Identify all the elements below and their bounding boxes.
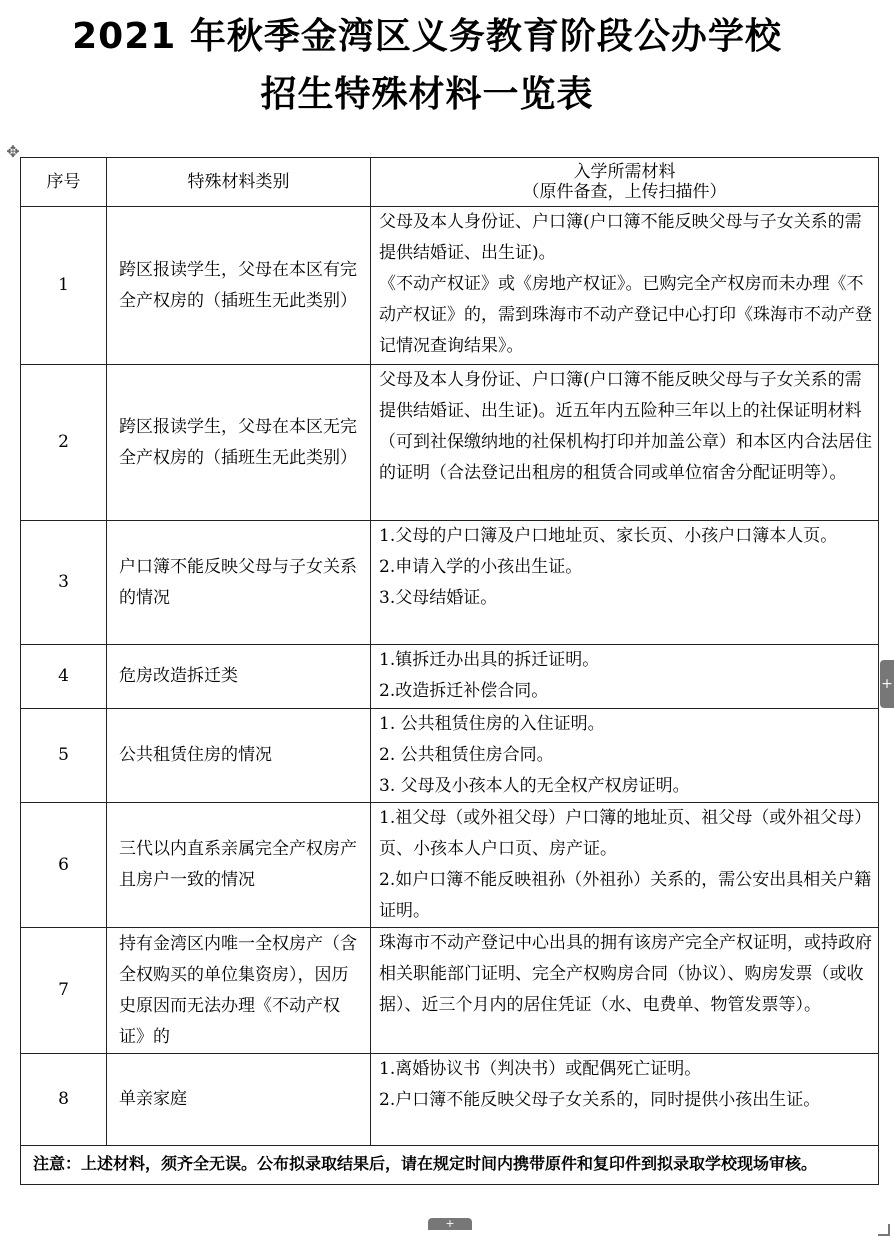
row-number: 6	[21, 803, 107, 928]
row-number: 1	[21, 207, 107, 365]
material-item: 1.祖父母（或外祖父母）户口簿的地址页、祖父母（或外祖父母）页、小孩本人户口页、房产证。	[379, 808, 872, 859]
table-row	[21, 207, 879, 365]
table-row	[21, 709, 879, 803]
row-materials	[371, 803, 879, 928]
table-row	[21, 645, 879, 709]
material-item: 3.父母结婚证。	[379, 588, 498, 608]
note-text: 注意：上述材料，须齐全无误。公布拟录取结果后，请在规定时间内携带原件和复印件到拟录取学校现场审核。	[21, 1146, 879, 1185]
material-item: 1.父母的户口簿及户口地址页、家长页、小孩户口簿本人页。	[379, 526, 838, 546]
material-item: 《不动产权证》或《房地产权证》。已购完全产权房而未办理《不动产权证》的，需到珠海市不动产登记中心打印《珠海市不动产登记情况查询结果》。	[379, 274, 872, 356]
header-materials	[371, 158, 879, 207]
material-item: 1.镇拆迁办出具的拆迁证明。	[379, 650, 600, 670]
table-row	[21, 803, 879, 928]
material-item: 2.如户口簿不能反映祖孙（外祖孙）关系的，需公安出具相关户籍证明。	[379, 870, 872, 921]
row-materials	[371, 1054, 879, 1146]
material-item: 2.改造拆迁补偿合同。	[379, 681, 549, 701]
row-category: 单亲家庭	[107, 1054, 371, 1146]
header-materials-title: 入学所需材料	[573, 162, 676, 182]
material-item: 父母及本人身份证、户口簿(户口簿不能反映父母与子女关系的需提供结婚证、出生证)。近五年内五险种三年以上的社保证明材料（可到社保缴纳地的社保机构打印并加盖公章）和本区内合法居住的证明（合法登记出租房的租赁合同或单位宿舍分配证明等）。	[379, 370, 872, 483]
materials-table	[20, 157, 879, 1185]
material-item: 3. 父母及小孩本人的无全权产权房证明。	[379, 776, 690, 796]
material-item: 2.申请入学的小孩出生证。	[379, 557, 583, 577]
row-number: 7	[21, 928, 107, 1054]
row-number: 2	[21, 365, 107, 521]
table-row	[21, 928, 879, 1054]
note-row	[21, 1146, 879, 1185]
row-category: 三代以内直系亲属完全产权房产且房户一致的情况	[107, 803, 371, 928]
row-category: 户口簿不能反映父母与子女关系的情况	[107, 521, 371, 645]
page-title-line-2: 招生特殊材料一览表	[260, 74, 594, 115]
row-number: 8	[21, 1054, 107, 1146]
material-item: 2. 公共租赁住房合同。	[379, 745, 554, 765]
expand-bottom-icon[interactable]: +	[428, 1218, 472, 1230]
header-materials-subtitle: （原件备查，上传扫描件）	[522, 182, 727, 202]
row-category: 危房改造拆迁类	[107, 645, 371, 709]
page-title-line-1: 2021 年秋季金湾区义务教育阶段公办学校	[72, 16, 782, 57]
material-item: 1.离婚协议书（判决书）或配偶死亡证明。	[379, 1059, 702, 1079]
row-category: 跨区报读学生，父母在本区有完全产权房的（插班生无此类别）	[107, 207, 371, 365]
header-num: 序号	[21, 158, 107, 207]
row-number: 5	[21, 709, 107, 803]
row-materials	[371, 365, 879, 521]
table-header-row	[21, 158, 879, 207]
row-materials	[371, 928, 879, 1054]
row-number: 4	[21, 645, 107, 709]
row-materials	[371, 521, 879, 645]
table-row	[21, 521, 879, 645]
table-move-handle-icon[interactable]: ✥	[6, 142, 20, 161]
row-materials	[371, 207, 879, 365]
row-category: 持有金湾区内唯一全权房产（含全权购买的单位集资房），因历史原因而无法办理《不动产权证》的	[107, 928, 371, 1054]
material-item: 珠海市不动产登记中心出具的拥有该房产完全产权证明，或持政府相关职能部门证明、完全产权购房合同（协议）、购房发票（或收据）、近三个月内的居住凭证（水、电费单、物管发票等）。	[379, 933, 872, 1015]
row-materials	[371, 709, 879, 803]
row-number: 3	[21, 521, 107, 645]
material-item: 1. 公共租赁住房的入住证明。	[379, 714, 605, 734]
table-row	[21, 1054, 879, 1146]
table-row	[21, 365, 879, 521]
row-materials	[371, 645, 879, 709]
row-category: 公共租赁住房的情况	[107, 709, 371, 803]
material-item: 父母及本人身份证、户口簿(户口簿不能反映父母与子女关系的需提供结婚证、出生证)。	[379, 212, 862, 263]
row-category: 跨区报读学生，父母在本区无完全产权房的（插班生无此类别）	[107, 365, 371, 521]
material-item: 2.户口簿不能反映父母子女关系的，同时提供小孩出生证。	[379, 1090, 821, 1110]
expand-side-icon[interactable]: +	[880, 660, 894, 708]
header-category: 特殊材料类别	[107, 158, 371, 207]
resize-handle-icon[interactable]	[878, 1224, 890, 1236]
